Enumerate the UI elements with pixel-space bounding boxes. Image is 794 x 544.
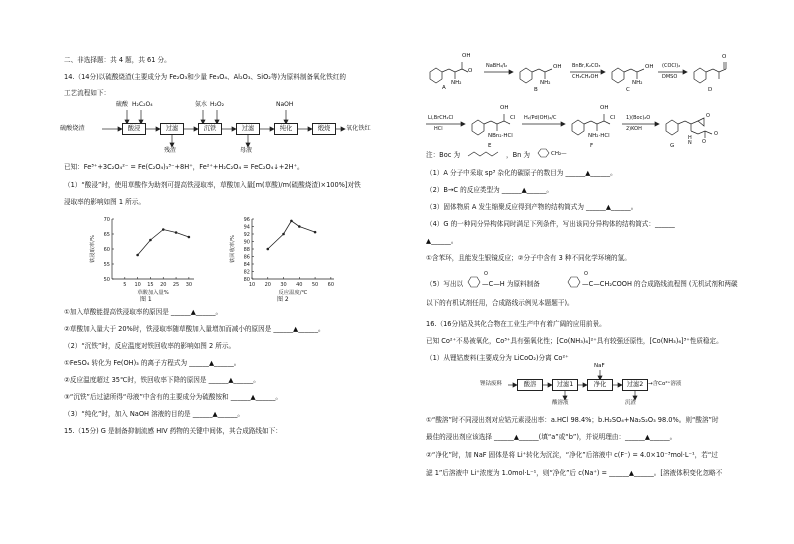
y-tick-label: 55 [103, 262, 110, 268]
scheme-atom: O [722, 54, 727, 60]
series-line [268, 221, 315, 249]
flow-step-box: 沉铁 [198, 123, 222, 135]
y-tick-label: 84 [243, 262, 250, 268]
q14-2b: ②反应温度超过 35℃时，铁回收率下降的原因是 ______▲______。 [64, 376, 260, 384]
data-point [188, 236, 191, 239]
scheme-atom: O [706, 113, 710, 119]
note-ch2: CH₂— [551, 151, 567, 157]
reagent-label: 氨水 [195, 101, 208, 108]
scheme-reagent: 2)KOH [626, 126, 642, 132]
y-tick-label: 80 [243, 277, 250, 283]
carbonyl-o: O [584, 271, 588, 277]
q15-4-cont: ▲______。 [426, 237, 458, 245]
x-tick-label: 60 [327, 282, 335, 288]
scheme-atom: NH₂·HCl [588, 133, 610, 139]
y-tick-label: 70 [103, 217, 110, 223]
scheme-reagent: 1)(Boc)₂O [626, 115, 651, 121]
x-tick-label: 15 [147, 282, 154, 288]
known-equations: 已知：Fe³⁺+3C₂O₄²⁻ = Fe(C₂O₄)₃³⁻+8H⁺，Fe²⁺+H₂C₂O₄ = FeC₂O₄↓+2H⁺。 [64, 163, 304, 171]
q14-2: （2）“沉铁”时，反应温度对铁回收率的影响如图 2 所示。 [64, 342, 236, 350]
scheme-atom: NH₂ [632, 80, 643, 86]
x-tick-label: 5 [123, 282, 127, 288]
y-tick-label: 96 [243, 217, 250, 223]
scheme-reagent: DMSO [662, 74, 678, 80]
naf-label: NaF [594, 363, 605, 369]
scheme-atom: O [714, 131, 718, 137]
flow2-step-box: 净化 [587, 379, 613, 391]
data-point [282, 233, 285, 236]
flow-step-box: 过滤 [160, 123, 184, 135]
flow2-output: 沉渣 [625, 400, 637, 406]
y-tick-label: 90 [243, 239, 250, 246]
x-tick-label: 25 [172, 282, 180, 288]
figure-caption: 图 2 [277, 296, 289, 303]
scheme-reagent: (COCl)₂ [662, 63, 681, 69]
scheme-atom: NBn₂·HCl [488, 133, 513, 139]
reagent-label: NaOH [276, 101, 294, 108]
y-axis-label: 铁回收率/% [230, 234, 236, 264]
x-axis-label: 草酸加入量% [137, 290, 169, 296]
q16-1b-line2: 滤 1”后溶液中 Li⁺浓度为 1.0mol·L⁻¹，则“净化”后 c(Na⁺) = ______▲______。[溶液体积变化忽略不 [426, 469, 723, 477]
q15-5-mid: —C—H 为原料制备 [482, 280, 540, 288]
q14-1b: ②草酸加入量大于 20%时，铁浸取率随草酸加入量增加而减小的原因是 ______▲______。 [64, 325, 325, 333]
scheme-reagent: BnBr,K₂CO₃ [572, 63, 601, 69]
scheme-atom: Cl [610, 115, 616, 121]
y-tick-label: 86 [243, 254, 250, 261]
compound-label: B [534, 87, 538, 93]
flow2-start: 锂钴废料 [480, 381, 503, 387]
scheme-atom: H [688, 135, 692, 141]
cobalt-flow-diagram [480, 364, 680, 408]
data-point [314, 231, 317, 234]
scheme-reagent: HCl [434, 126, 443, 132]
flow2-step-box: 过滤2 [622, 379, 648, 391]
q14-stem-line2: 工艺流程如下： [64, 89, 111, 97]
scheme-atom: OH [600, 105, 609, 111]
flow-start: 硫酸烧渣 [60, 125, 85, 132]
x-tick-label: 20 [160, 282, 167, 288]
data-point [298, 225, 301, 228]
y-tick-label: 65 [103, 232, 110, 238]
scheme-atom: N [688, 140, 692, 146]
scheme-atom: OH [553, 64, 562, 70]
chart-iron-recovery-vs-temperature [228, 213, 340, 299]
data-point [149, 239, 152, 242]
data-point [290, 220, 293, 223]
compound-label: G [670, 143, 675, 149]
x-axis-label: 反应温度/℃ [278, 290, 308, 296]
y-tick-label: 50 [103, 277, 110, 283]
q14-stem-line1: 14.（14分)以硫酸烧渣(主要成分为 Fe₂O₃和少量 Fe₃O₄、Al₂O₃、SiO₂等)为原料制备氧化铁红的 [64, 73, 347, 81]
scheme-reagent: CH₃CH₂OH [572, 74, 599, 80]
flow-step-box: 酸浸 [122, 123, 146, 135]
flow2-step-box: 酸溶 [517, 379, 543, 391]
process-flow-diagram [60, 100, 371, 156]
note-boc: 注：Boc 为 [426, 151, 461, 159]
data-point [266, 248, 269, 251]
flow2-output: 酸溶液 [552, 400, 569, 406]
synthesis-scheme [422, 48, 762, 154]
flow-output-label: 母液 [240, 147, 253, 154]
q15-4-conditions: ①含苯环，且能发生银镜反应；②分子中含有 3 种不同化学环境的氢。 [426, 254, 631, 262]
scheme-atom: NH₂ [451, 80, 462, 86]
series-line [138, 230, 189, 256]
scheme-atom: O [702, 139, 706, 145]
data-point [175, 231, 178, 234]
benzene-ring-icon [466, 274, 482, 290]
scheme-atom: OH [645, 64, 654, 70]
flow-step-box: 纯化 [274, 123, 298, 135]
flow2-step-box: 过滤1 [552, 379, 578, 391]
q15-4: （4）G 的一种同分异构体同时满足下列条件，写出该同分异构体的结构简式：______ [426, 220, 675, 228]
x-tick-label: 10 [248, 282, 256, 288]
x-tick-label: 30 [280, 282, 287, 288]
q14-2a: ①FeSO₄ 转化为 Fe(OH)₃ 的离子方程式为 ______▲______。 [64, 359, 241, 367]
flow-step-box: 过滤 [236, 123, 260, 135]
q15-stem: 15.（15分) G 是制备抑制流感 HIV 药物的关键中间体，其合成路线如下： [64, 427, 282, 435]
benzene-ring-icon [566, 274, 582, 290]
compound-label: A [442, 85, 446, 91]
y-tick-label: 82 [243, 269, 250, 276]
section-heading: 二、非选择题：共 4 题，共 61 分。 [64, 56, 171, 64]
scheme-reagent: Li,BrCH₂Cl [428, 115, 454, 121]
carbonyl-o: O [484, 271, 488, 277]
scheme-atom: NH₂ [540, 80, 551, 86]
flow-output-label: 残渣 [164, 147, 177, 154]
q15-3: （3）固体物质 A 发生缩聚反应得到产物的结构简式为 ______▲______。 [426, 203, 638, 211]
q14-1a: ①加入草酸能提高铁浸取率的原因是 ______▲______。 [64, 308, 223, 316]
figure-caption: 图 1 [140, 296, 152, 303]
y-tick-label: 92 [243, 232, 250, 238]
q15-5-end: —C—CH₂COOH 的合成路线流程图 (无机试剂和两碳 [582, 280, 738, 288]
reagent-label: H₂C₂O₄ [132, 101, 153, 108]
scheme-atom: OH [500, 105, 509, 111]
data-point [162, 228, 165, 231]
y-axis-label: 铁浸取率/% [90, 234, 96, 264]
compound-label: E [488, 143, 492, 149]
compound-label: C [626, 87, 630, 93]
compound-label: D [708, 87, 713, 93]
q15-1: （1）A 分子中采取 sp³ 杂化的碳原子的数目为 ______▲______。 [426, 169, 617, 177]
data-point [136, 254, 139, 257]
reagent-label: 硫酸 [116, 101, 129, 108]
note-bn: ，Bn 为 [506, 151, 530, 159]
q14-2c: ③“沉铁”后过滤所得“母液”中含有的主要成分为硫酸铵和 ______▲______。 [64, 393, 282, 401]
x-tick-label: 50 [311, 282, 319, 288]
q15-2: （2）B→C 的反应类型为 ______▲______。 [426, 186, 554, 194]
y-tick-label: 88 [243, 247, 250, 253]
benzene-ring-icon [536, 147, 550, 159]
q14-3: （3）“纯化”时，加入 NaOH 溶液的目的是 ______▲______。 [64, 410, 244, 418]
flow-end: 氧化铁红 [346, 125, 371, 132]
y-tick-label: 94 [243, 224, 250, 231]
scheme-atom: OH [462, 53, 471, 59]
flow-step-box: 煅烧 [312, 123, 336, 135]
q16-1b-line1: ②“净化”时，加 NaF 固体是将 Li⁺转化为沉淀，“净化”后溶液中 c(F⁻) = 4.0×10⁻³mol·L⁻¹，若“过 [426, 451, 718, 459]
q15-5-line2: 以下的有机试剂任用，合成路线示例见本题题干)。 [426, 299, 574, 307]
q16-1: （1）从锂钴废料(主要成分为 LiCoO₂)分离 Co²⁺ [426, 354, 569, 362]
q16-stem: 16.（16分)钴及其化合物在工业生产中有着广阔的应用前景。 [426, 320, 606, 328]
compound-label: F [590, 143, 594, 149]
scheme-atom: O [468, 68, 473, 74]
q16-known: 已知 Co²⁺不易被氧化，Co³⁺具有强氧化性；[Co(NH₃)₆]²⁺具有较强还原性，[Co(NH₃)₆]³⁺性质稳定。 [426, 337, 723, 345]
q16-1a-line1: ①“酸溶”时不同浸出剂对应钴元素浸出率：a.HCl 98.4%；b.H₂SO₄+Na₂S₂O₃ 98.0%。则“酸溶”时 [426, 416, 719, 424]
x-tick-label: 40 [296, 282, 303, 288]
scheme-reagent: NaBH₄/I₂ [486, 63, 508, 69]
q15-5-start: （5）写出以 [426, 280, 464, 288]
x-tick-label: 20 [264, 282, 271, 288]
q14-1-line2: 浸取率的影响如图 1 所示。 [64, 198, 145, 206]
chart-iron-leaching-vs-oxalic [88, 213, 200, 299]
q16-1a-line2: 最佳的浸出剂应该选择 ______▲______(填“a”或“b”)，并说明理由：______▲______。 [426, 433, 677, 441]
x-tick-label: 10 [134, 282, 141, 288]
x-tick-label: 30 [185, 282, 193, 288]
scheme-reagent: H₂/Pd(OH)₂/C [524, 115, 557, 121]
scheme-atom: Cl [510, 115, 516, 121]
q14-1-line1: （1）“酸浸”时，使用草酸作为助剂可提高铁浸取率，草酸加入量[m(草酸)/m(硫酸烧渣)×100%]对铁 [64, 181, 361, 189]
boc-structure [466, 148, 506, 160]
y-tick-label: 60 [103, 247, 110, 253]
flow2-end: →含Co²⁺溶液 [648, 381, 682, 387]
reagent-label: H₂O₂ [210, 101, 225, 108]
